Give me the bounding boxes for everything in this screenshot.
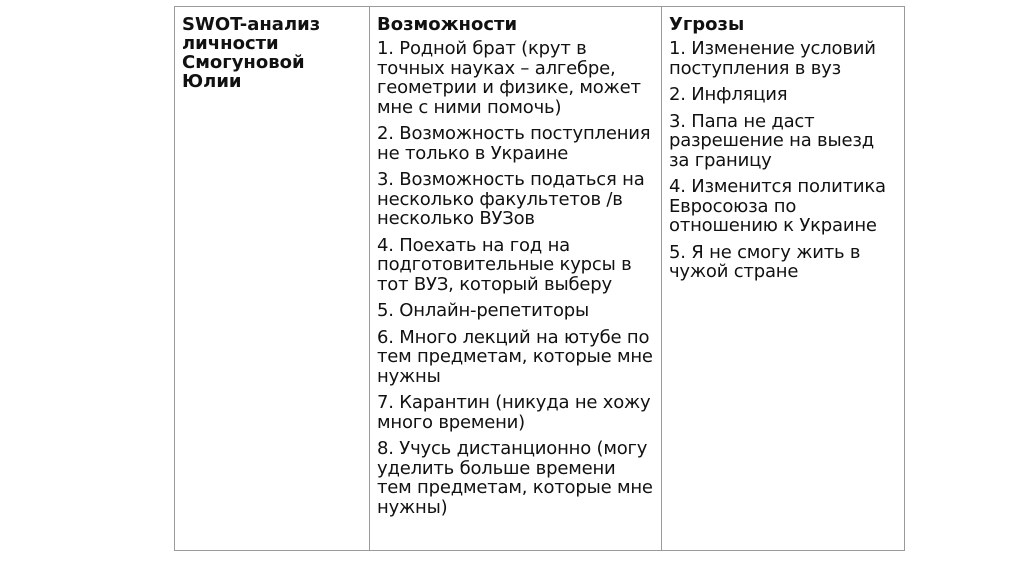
threats-cell [662,7,904,550]
opportunities-list [377,39,654,517]
list-item: 3. Папа не даст разрешение на выезд за границу [669,110,874,171]
list-item: 6. Много лекций на ютубе по тем предметам, которые мне нужны [377,326,653,387]
list-item: 3. Возможность податься на несколько факультетов /в несколько ВУЗов [377,169,645,229]
swot-table [174,6,905,551]
list-item: 7. Карантин (никуда не хожу много времени) [377,392,651,433]
swot-title: SWOT-анализ личности Смогуновой Юлии [182,14,321,92]
list-item: 4. Поехать на год на подготовительные курсы в тот ВУЗ, который выберу [377,234,632,295]
list-item: 5. Я не смогу жить в чужой стране [669,241,861,282]
title-cell [175,7,370,550]
list-item: 8. Учусь дистанционно (могу уделить больше времени тем предметам, которые мне нужны) [377,438,653,518]
threats-heading: Угрозы [669,14,745,35]
threats-list [669,39,897,282]
list-item: 2. Инфляция [669,84,788,105]
opportunities-cell [370,7,662,550]
list-item: 5. Онлайн-репетиторы [377,300,589,321]
list-item: 1. Родной брат (крут в точных науках – алгебре, геометрии и физике, может мне с ними помочь) [377,38,641,118]
list-item: 1. Изменение условий поступления в вуз [669,38,876,79]
list-item: 4. Изменится политика Евросоюза по отношению к Украине [669,176,886,236]
opportunities-heading: Возможности [377,14,518,35]
list-item: 2. Возможность поступления не только в Украине [377,123,651,164]
